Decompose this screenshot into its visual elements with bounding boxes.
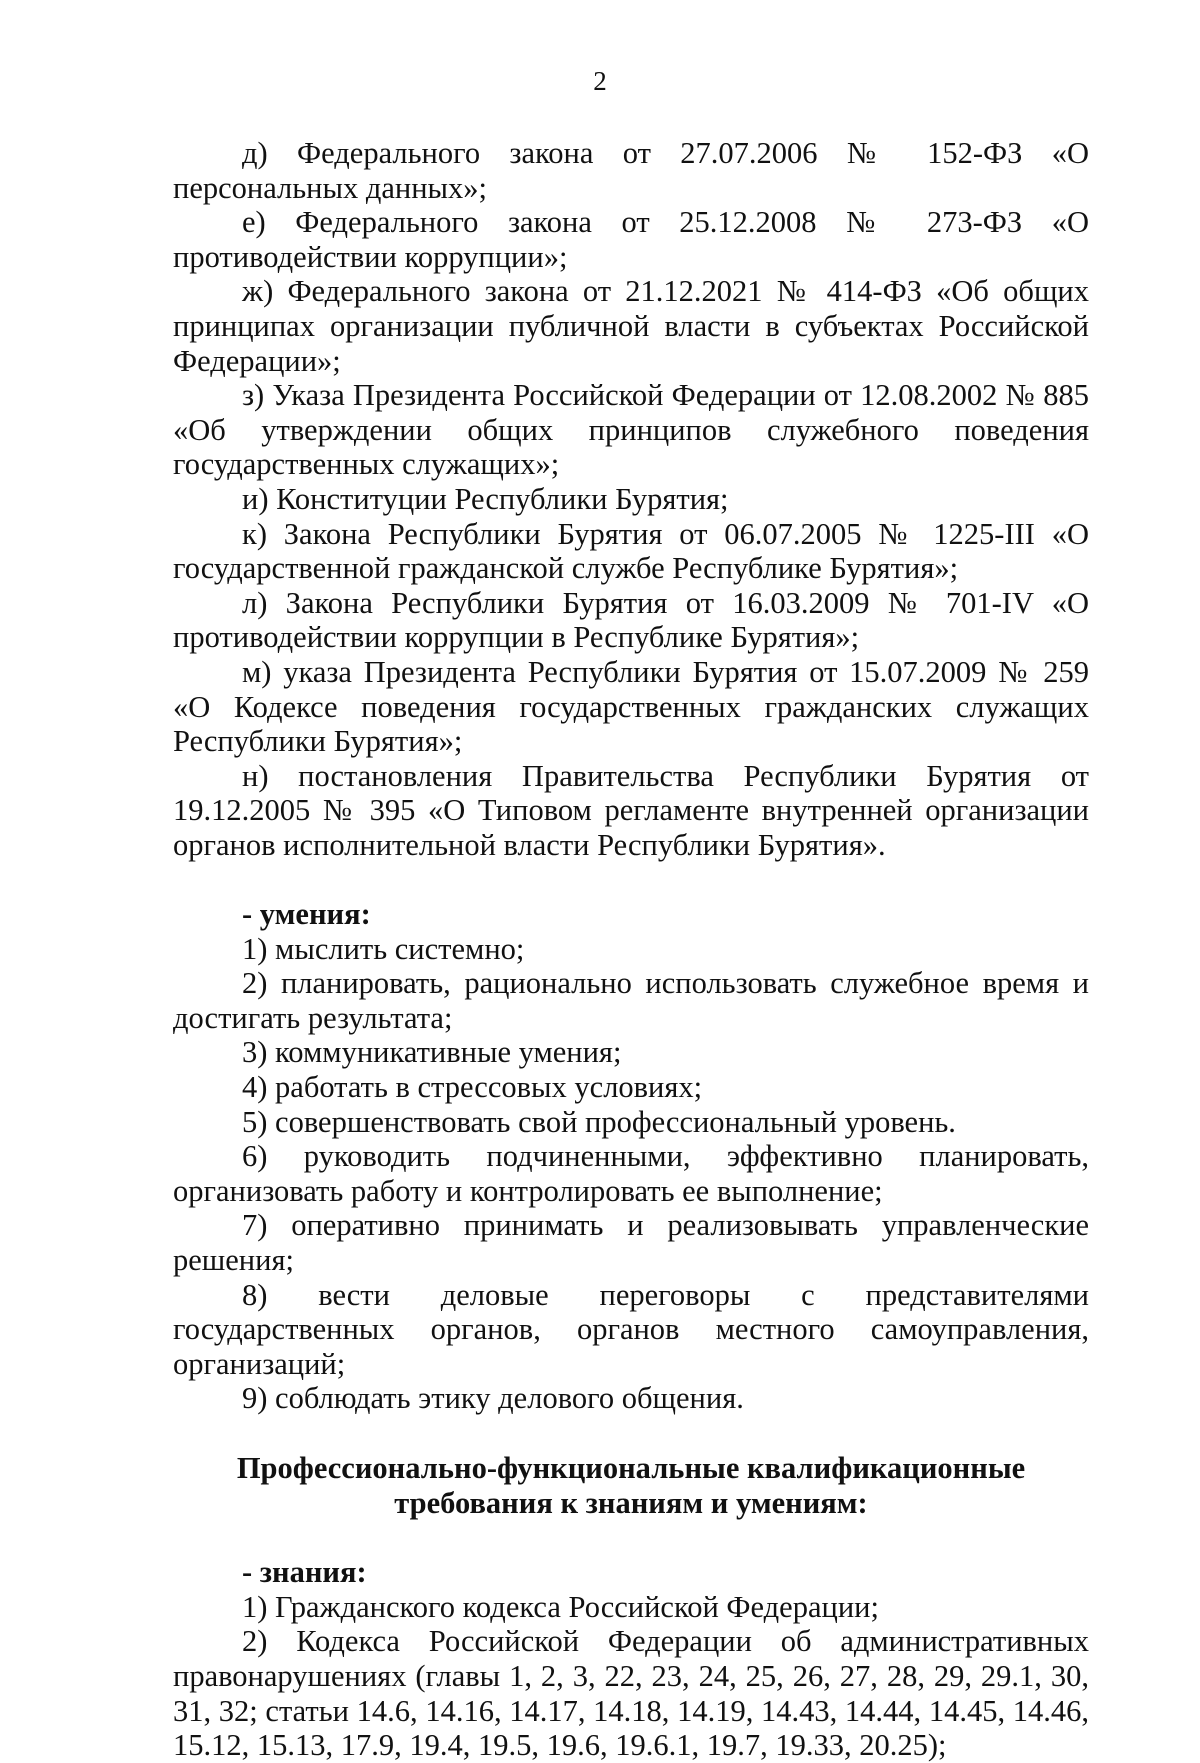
skill-item: 5) совершенствовать свой профессиональный уровень. (242, 1104, 956, 1139)
legal-act-item: ж) Федерального закона от 21.12.2021 № 414-ФЗ «Об общих принципах организации публичной власти в субъектах Российской Федерации»; (173, 274, 1089, 378)
skill-item: 4) работать в стрессовых условиях; (242, 1070, 703, 1105)
skill-item: 1) мыслить системно; (242, 931, 525, 966)
skill-item: 8) вести деловые переговоры с представителями государственных органов, органов местного самоуправления, организаций; (173, 1277, 1089, 1381)
skill-item: 6) руководить подчиненными, эффективно планировать, организовать работу и контролировать ее выполнение; (173, 1139, 1089, 1208)
skill-item: 3) коммуникативные умения; (242, 1035, 622, 1070)
knowledge-heading: - знания: (242, 1555, 367, 1590)
legal-act-item: л) Закона Республики Бурятия от 16.03.2009 № 701-IV «О противодействии коррупции в Республике Бурятия»; (173, 585, 1089, 655)
blank-line (173, 862, 1089, 897)
knowledge-item: 2) Кодекса Российской Федерации об административных правонарушениях (главы 1, 2, 3, 22, 23, 24, 25, 26, 27, 28, 29, 29.1, 30, 31, 32; статьи 14.6, 14.16, 14.17, 14.18, 14.19, 14.43, 14.44, 14.45, 14.46, 15.12, 15.13, 17.9, 19.4, 19.5, 19.6, 19.6.1, 19.7, 19.33, 20.25); (173, 1624, 1089, 1763)
page-number: 2 (593, 66, 607, 96)
section-heading-line-1: Профессионально-функциональные квалификационные (236, 1450, 1026, 1485)
blank-line (173, 1521, 1089, 1556)
legal-act-item: е) Федерального закона от 25.12.2008 № 273-ФЗ «О противодействии коррупции»; (173, 205, 1089, 274)
knowledge-section (173, 1555, 1089, 1763)
skills-section (173, 897, 1089, 1416)
legal-act-item: и) Конституции Республики Бурятия; (242, 481, 729, 516)
legal-act-item: н) постановления Правительства Республики Бурятия от 19.12.2005 № 395 «О Типовом регламенте внутренней организации органов исполнительной власти Республики Бурятия». (173, 758, 1089, 862)
legal-act-item: з) Указа Президента Российской Федерации от 12.08.2002 № 885 «Об утверждении общих принципов служебного поведения государственных служащих»; (173, 378, 1089, 482)
section-heading-line-2: требования к знаниям и умениям: (394, 1485, 868, 1520)
skill-item: 2) планировать, рационально использовать служебное время и достигать результата; (173, 966, 1089, 1035)
document-body (173, 136, 1089, 1763)
knowledge-item: 1) Гражданского кодекса Российской Федерации; (242, 1589, 879, 1624)
legal-act-item: м) указа Президента Республики Бурятия от 15.07.2009 № 259 «О Кодексе поведения государственных гражданских служащих Республики Бурятия»; (173, 654, 1089, 759)
skills-heading: - умения: (242, 897, 371, 932)
legal-act-item: д) Федерального закона от 27.07.2006 № 152-ФЗ «О персональных данных»; (173, 136, 1089, 205)
skill-item: 7) оперативно принимать и реализовывать управленческие решения; (173, 1208, 1089, 1277)
skill-item: 9) соблюдать этику делового общения. (242, 1381, 744, 1416)
blank-line (173, 1416, 1089, 1451)
legal-acts-list (173, 136, 1089, 862)
section-heading (173, 1451, 1089, 1521)
legal-act-item: к) Закона Республики Бурятия от 06.07.2005 № 1225-III «О государственной гражданской службе Республике Бурятия»; (173, 516, 1089, 586)
